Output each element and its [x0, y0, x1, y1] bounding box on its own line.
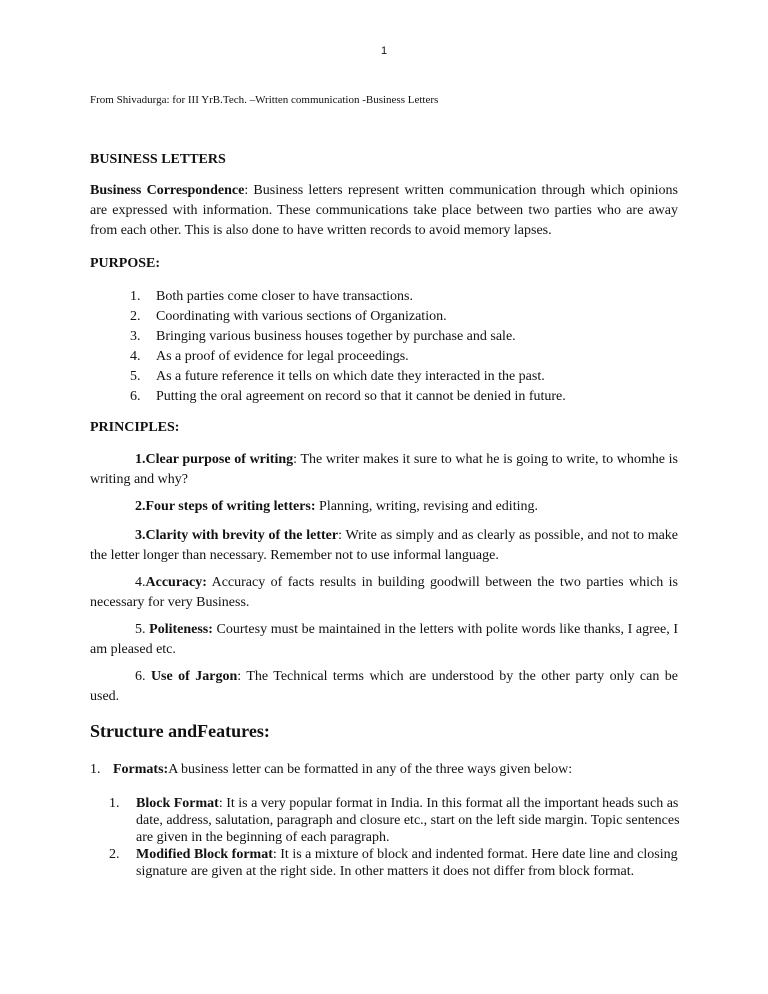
- principle-paragraph: 3.Clarity with brevity of the letter: Write as simply and as clearly as possible, and not to make the letter longer than necessary. Remember not to use informal language.: [90, 528, 679, 563]
- structure-heading: Structure andFeatures:: [90, 721, 270, 741]
- purpose-item: 3. Bringing various business houses together by purchase and sale.: [130, 329, 516, 344]
- purpose-item: 5. As a future reference it tells on which date they interacted in the past.: [130, 369, 545, 384]
- format-subitem: 2. Modified Block format: It is a mixture of block and indented format. Here date line and closing signature are given at the right side. In other matters it does not differ from block format.: [109, 847, 678, 879]
- principle-paragraph: 1.Clear purpose of writing: The writer makes it sure to what he is going to write, to whomhe is writing and why?: [90, 452, 679, 487]
- purpose-item: 1. Both parties come closer to have transactions.: [130, 289, 413, 304]
- main-title: BUSINESS LETTERS: [90, 152, 226, 167]
- correspondence-paragraph: [90, 181, 678, 241]
- purpose-item: 4. As a proof of evidence for legal proceedings.: [130, 349, 409, 364]
- purpose-item: 2. Coordinating with various sections of Organization.: [130, 309, 447, 324]
- principle-paragraph: 5. Politeness: Courtesy must be maintained in the letters with polite words like thanks, I agree, I am pleased etc.: [90, 622, 679, 657]
- formats-item: 1. Formats:A business letter can be formatted in any of the three ways given below:: [90, 762, 573, 777]
- purpose-list: [90, 287, 678, 407]
- principle-paragraph: 4.Accuracy: Accuracy of facts results in building goodwill between the two parties which is necessary for very Business.: [90, 575, 678, 610]
- principle-paragraph: 6. Use of Jargon: The Technical terms which are understood by the other party only can be used.: [90, 669, 679, 704]
- purpose-heading: PURPOSE:: [90, 256, 160, 271]
- correspondence-label: Business Correspondence: [90, 183, 245, 198]
- purpose-item: 6. Putting the oral agreement on record so that it cannot be denied in future.: [130, 389, 566, 404]
- principle-paragraph: 2.Four steps of writing letters: Planning, writing, revising and editing.: [135, 499, 538, 514]
- header-line: From Shivadurga: for III YrB.Tech. –Written communication -Business Letters: [90, 94, 439, 106]
- correspondence-text: : Business letters represent written communication through which opinions are expressed with information. These communications take place between two parties who are away from each other. This is also done to have written records to avoid memory lapses.: [90, 183, 678, 238]
- format-subitem: 1. Block Format: It is a very popular format in India. In this format all the important heads such as date, address, salutation, paragraph and closure etc., start on the left side margin. Topic sentences are given in the beginning of each paragraph.: [109, 796, 680, 845]
- page-number: 1: [380, 45, 388, 57]
- principles-heading: PRINCIPLES:: [90, 420, 180, 435]
